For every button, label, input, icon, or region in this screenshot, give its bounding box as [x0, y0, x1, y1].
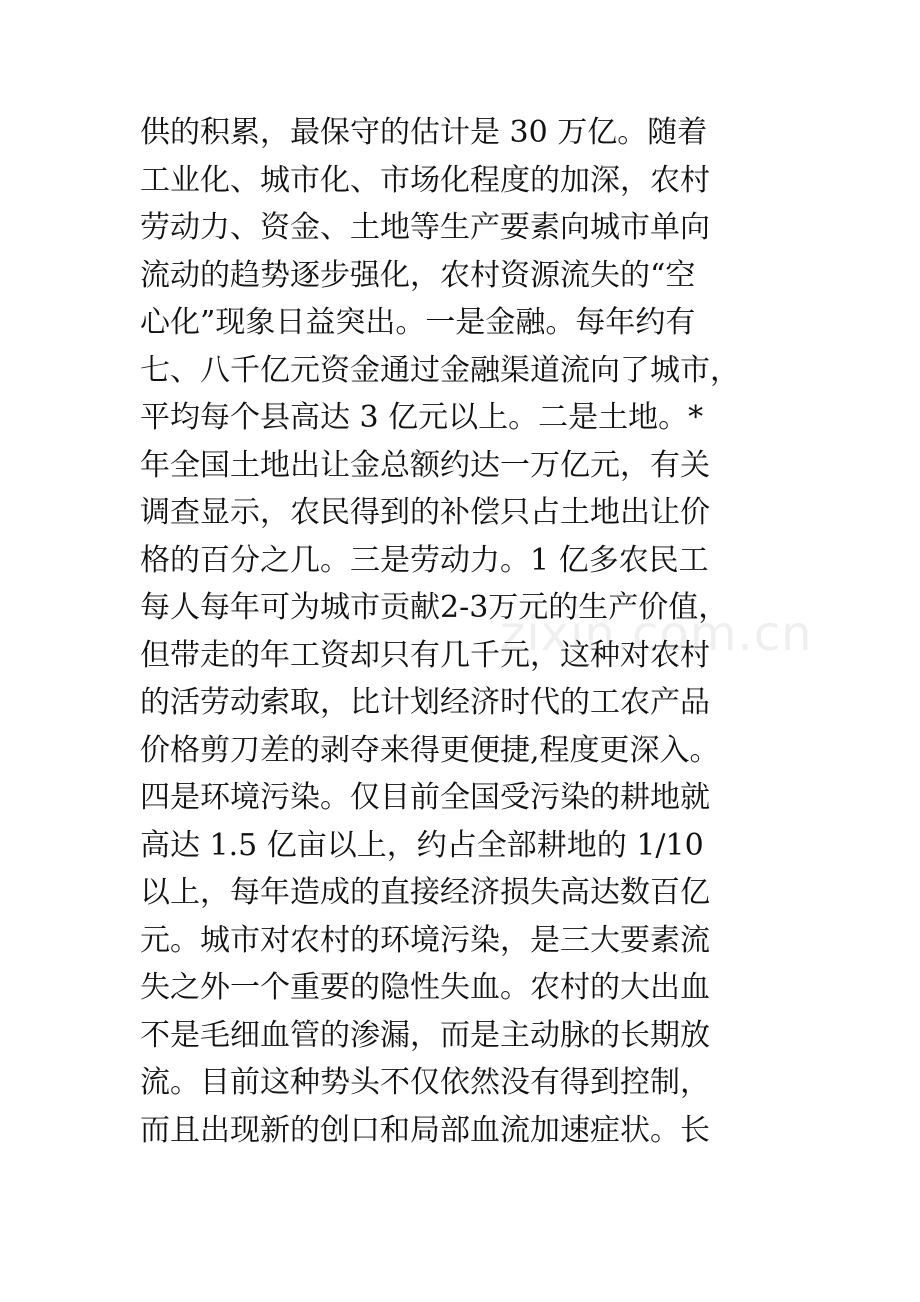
text-line: 供的积累，最保守的估计是 30 万亿。随着 — [140, 115, 708, 150]
text-line: 格的百分之几。三是劳动力。1 亿多农民工 — [140, 542, 709, 578]
watermark: zixin.com.cn — [500, 606, 813, 662]
text-line: 劳动力、资金、土地等生产要素向城市单向 — [140, 210, 710, 245]
text-line: 不是毛细血管的渗漏，而是主动脉的长期放 — [140, 1017, 710, 1053]
text-line: 调查显示，农民得到的补偿只占土地出让价 — [140, 495, 710, 530]
text-line: 但带走的年工资却只有几千元，这种对农村 — [140, 637, 710, 673]
text-line: 平均每个县高达 3 亿元以上。二是土地。* — [140, 400, 704, 435]
text-line: 元。城市对农村的环境污染，是三大要素流 — [140, 922, 710, 958]
text-line: 心化”现象日益突出。一是金融。每年约有 — [140, 305, 696, 340]
text-line: 的活劳动索取，比计划经济时代的工农产品 — [140, 685, 710, 720]
text-line: 七、八千亿元资金通过金融渠道流向了城市， — [140, 352, 740, 388]
text-line: 流。目前这种势头不仅依然没有得到控制， — [140, 1065, 710, 1100]
text-line: 流动的趋势逐步强化，农村资源流失的“空 — [140, 257, 696, 293]
text-line: 失之外一个重要的隐性失血。农村的大出血 — [140, 970, 710, 1005]
text-line: 而且出现新的创口和局部血流加速症状。长 — [140, 1112, 710, 1148]
body-text — [140, 109, 790, 1154]
text-line: 每人每年可为城市贡献2-3万元的生产价值， — [140, 590, 729, 625]
text-line: 年全国土地出让金总额约达一万亿元，有关 — [140, 447, 710, 483]
text-line: 以上，每年造成的直接经济损失高达数百亿 — [140, 875, 710, 910]
text-line: 价格剪刀差的剥夺来得更便捷,程度更深入。 — [140, 732, 720, 768]
text-line: 工业化、城市化、市场化程度的加深，农村 — [140, 162, 710, 198]
text-line: 四是环境污染。仅目前全国受污染的耕地就 — [140, 780, 710, 815]
text-line: 高达 1.5 亿亩以上，约占全部耕地的 1/10 — [140, 827, 704, 863]
